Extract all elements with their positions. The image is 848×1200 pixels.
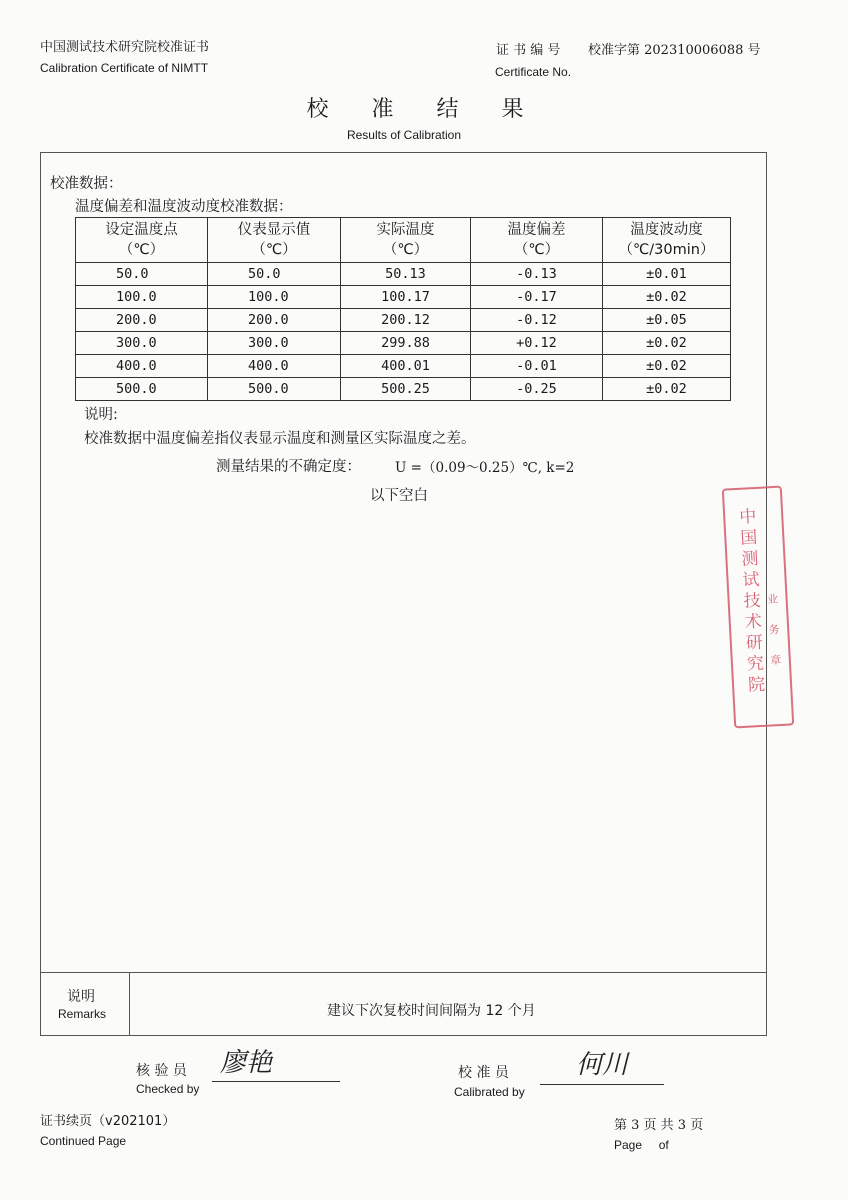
calibrated-by-line [540, 1084, 664, 1085]
checked-by-line [212, 1081, 340, 1082]
table-row [76, 309, 731, 332]
column-header: 仪表显示值 （℃） [208, 218, 341, 263]
table-cell: 500.0 [208, 378, 341, 401]
calibrated-by-label-cn: 校 准 员 [458, 1065, 509, 1081]
table-caption: 温度偏差和温度波动度校准数据： [75, 199, 293, 215]
table-row [76, 378, 731, 401]
table-cell: 400.01 [341, 355, 471, 378]
seal-subtext: 业 务 章 [765, 592, 783, 674]
table-cell: 50.0 [208, 263, 341, 286]
table-cell: +0.12 [471, 332, 603, 355]
table-cell: -0.13 [471, 263, 603, 286]
page-number-en: Page of [614, 1138, 669, 1152]
table-cell: 500.25 [341, 378, 471, 401]
column-header: 温度偏差 （℃） [471, 218, 603, 263]
table-cell: ±0.02 [603, 355, 731, 378]
table-cell: 100.17 [341, 286, 471, 309]
calibration-table [75, 217, 731, 401]
seal-text: 中国测试技术研究院 [734, 507, 765, 697]
table-cell: 100.0 [208, 286, 341, 309]
table-cell: 400.0 [208, 355, 341, 378]
checked-by-label-en: Checked by [136, 1082, 200, 1096]
table-cell: ±0.02 [603, 286, 731, 309]
calibrated-by-label-en: Calibrated by [454, 1085, 525, 1099]
page-number-cn: 第 3 页 共 3 页 [614, 1118, 704, 1133]
table-cell: -0.12 [471, 309, 603, 332]
remarks-label-en: Remarks [58, 1007, 107, 1021]
table-cell: 500.0 [76, 378, 208, 401]
page-title: 校 准 结 果 [306, 97, 542, 122]
table-cell: 200.12 [341, 309, 471, 332]
checked-by-label-cn: 核 验 员 [136, 1063, 187, 1079]
table-cell: 50.0 [76, 263, 208, 286]
footer-label-cn: 证书续页（v202101） [40, 1114, 176, 1129]
column-header: 实际温度 （℃） [341, 218, 471, 263]
calibrated-by-signature: 何川 [576, 1050, 629, 1080]
cert-no-label-cn: 证 书 编 号 [496, 43, 561, 58]
table-cell: -0.25 [471, 378, 603, 401]
table-cell: ±0.02 [603, 332, 731, 355]
table-cell: 400.0 [76, 355, 208, 378]
institute-name-cn: 中国测试技术研究院校准证书 [40, 40, 210, 55]
table-row [76, 263, 731, 286]
table-cell: 200.0 [208, 309, 341, 332]
table-cell: 50.13 [341, 263, 471, 286]
table-cell: -0.01 [471, 355, 603, 378]
table-cell: 299.88 [341, 332, 471, 355]
table-cell: 200.0 [76, 309, 208, 332]
table-row [76, 355, 731, 378]
page-subtitle: Results of Calibration [346, 128, 462, 142]
table-header-row [76, 218, 731, 263]
table-cell: 300.0 [76, 332, 208, 355]
notes-label: 说明: [84, 407, 118, 423]
remarks-divider [40, 972, 767, 973]
cert-no-label-en: Certificate No. [495, 65, 572, 79]
table-cell: 300.0 [208, 332, 341, 355]
uncertainty-label: 测量结果的不确定度： [216, 459, 361, 475]
table-cell: ±0.01 [603, 263, 731, 286]
footer-label-en: Continued Page [40, 1134, 127, 1148]
table-cell: ±0.05 [603, 309, 731, 332]
column-header: 设定温度点 （℃） [76, 218, 208, 263]
table-cell: ±0.02 [603, 378, 731, 401]
notes-text: 校准数据中温度偏差指仪表显示温度和测量区实际温度之差。 [84, 431, 476, 447]
blank-note: 以下空白 [370, 488, 428, 504]
checked-by-signature: 廖艳 [220, 1048, 273, 1078]
remarks-text: 建议下次复校时间间隔为 12 个月 [327, 1003, 536, 1019]
table-cell: 100.0 [76, 286, 208, 309]
column-header: 温度波动度 （℃/30min） [603, 218, 731, 263]
table-row [76, 332, 731, 355]
table-cell: -0.17 [471, 286, 603, 309]
cert-no-value: 校准字第 202310006088 号 [588, 43, 761, 58]
remarks-column-divider [129, 972, 130, 1035]
official-seal [722, 486, 794, 729]
data-label: 校准数据： [50, 176, 123, 192]
remarks-label-cn: 说明 [67, 989, 95, 1005]
uncertainty-value: U =（0.09～0.25）℃, k=2 [395, 460, 575, 476]
table-row [76, 286, 731, 309]
institute-name-en: Calibration Certificate of NIMTT [40, 61, 209, 75]
